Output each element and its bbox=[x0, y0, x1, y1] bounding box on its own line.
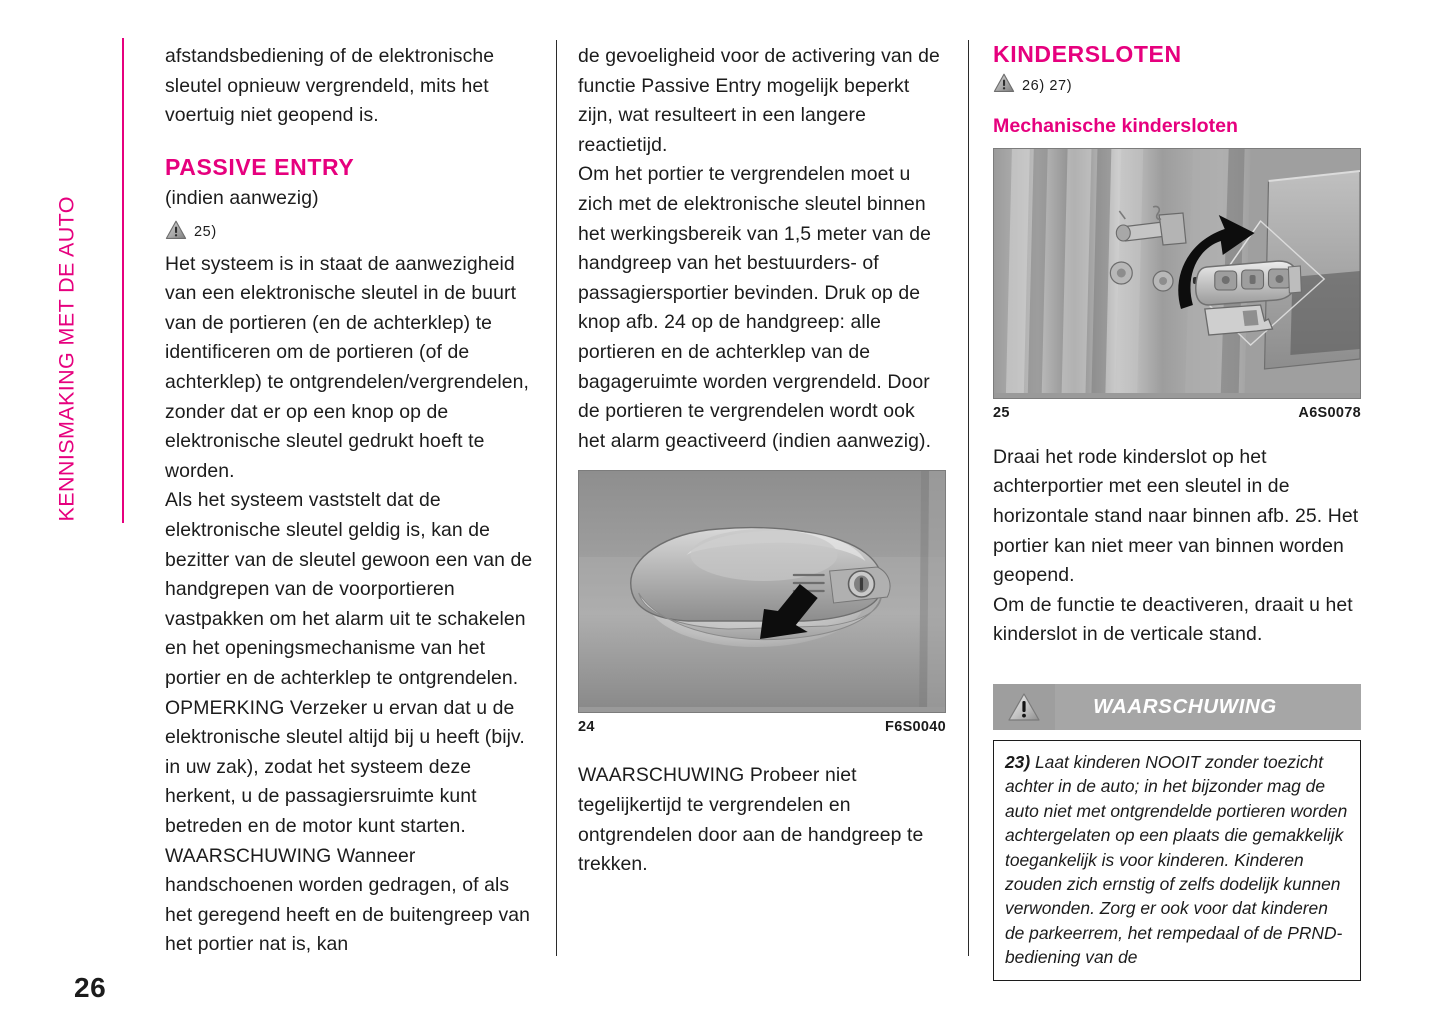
left-paragraph-1: Het systeem is in staat de aanwezigheid van een elektronische sleutel in de buurt van de portieren (en de achterklep) te identificeren om de portieren (of de achterklep) te ontgrendelen/vergrendelen, zonder dat er op een knop op de elektronische sleutel gedrukt hoeft te worden. bbox=[165, 252, 530, 482]
figure-24-code: F6S0040 bbox=[885, 719, 946, 736]
column-divider-1 bbox=[556, 40, 557, 956]
right-paragraph-1: Draai het rode kinderslot op het achterportier met een sleutel in de horizontale stand naar binnen afb. 25. Het portier kan niet meer van binnen worden geopend. bbox=[993, 445, 1359, 587]
chapter-tab-rule bbox=[122, 38, 124, 523]
kindersloten-heading: KINDERSLOTEN bbox=[993, 41, 1182, 67]
warning-box-icon-cell bbox=[993, 684, 1055, 730]
car-door-handle-photo bbox=[579, 471, 945, 707]
right-column bbox=[993, 42, 1361, 981]
left-paragraph-3: OPMERKING Verzeker u ervan dat u de elektronische sleutel altijd bij u heeft (bijv. in uw zak), zodat het systeem deze herkent, u de passagiersruimte kunt betreden en de motor kunt starten. bbox=[165, 696, 525, 837]
warning-reference-numbers: 26) 27) bbox=[1022, 77, 1073, 94]
warning-box-item-text: Laat kinderen NOOIT zonder toezicht achter in de auto; in het bijzonder mag de auto niet met ontgrendelde portieren worden achtergelaten op een plaats die gemakkelijk toegankelijk is voor kinderen. Kinderen zouden zich ernstig of zelfs dodelijk kunnen verwonden. Zorg er ook voor dat kinderen de parkeerrem, het rempedaal of de PRND-bediening van de bbox=[1005, 751, 1348, 968]
figure-24-caption bbox=[578, 719, 946, 735]
warning-box-item bbox=[1005, 750, 1349, 970]
warning-triangle-icon bbox=[993, 73, 1015, 93]
warning-box-title: WAARSCHUWING bbox=[1093, 694, 1277, 718]
warning-box-header bbox=[993, 684, 1361, 730]
warning-box-body bbox=[993, 740, 1361, 981]
middle-paragraph-2: Om het portier te vergrendelen moet u zich met de elektronische sleutel binnen het werkingsbereik van 1,5 meter van de handgreep van het bestuurders- of passagiersportier bevinden. Druk op de knop afb. 24 op de handgreep: alle portieren en de achterklep van de bagageruimte worden vergrendeld. Door de portieren te vergrendelen wordt ook het alarm geactiveerd (indien aanwezig). bbox=[578, 163, 932, 452]
figure-25-number: 25 bbox=[993, 404, 1010, 421]
warning-triangle-icon bbox=[1007, 692, 1041, 722]
left-paragraph-2: Als het systeem vaststelt dat de elektronische sleutel geldig is, kan de bezitter van de sleutel gewoon een van de handgrepen van de voorportieren vastpakken om het alarm uit te schakelen en het openingsmechanisme van het portier en de achterklep te ontgrendelen. bbox=[165, 489, 533, 689]
figure-25-caption bbox=[993, 405, 1361, 421]
figure-24-number: 24 bbox=[578, 719, 595, 736]
passive-entry-subtitle: (indien aanwezig) bbox=[165, 187, 319, 210]
figure-24 bbox=[578, 470, 946, 735]
right-paragraph-2: Om de functie te deactiveren, draait u het kinderslot in de verticale stand. bbox=[993, 593, 1353, 646]
page-number: 26 bbox=[74, 972, 107, 1003]
left-paragraph-4: WAARSCHUWING Wanneer handschoenen worden gedragen, of als het geregend heeft en de buitengreep van het portier nat is, kan bbox=[165, 844, 531, 956]
warning-box bbox=[993, 684, 1361, 981]
figure-25-frame bbox=[993, 148, 1361, 399]
column-divider-2 bbox=[968, 40, 969, 956]
warning-triangle-icon bbox=[165, 220, 187, 240]
left-paragraph-continued: afstandsbediening of de elektronische sleutel opnieuw vergrendeld, mits het voertuig niet geopend is. bbox=[165, 45, 495, 127]
figure-24-frame bbox=[578, 470, 946, 713]
figure-25 bbox=[993, 148, 1361, 421]
warning-reference-numbers: 25) bbox=[194, 224, 217, 241]
warning-box-item-number: 23) bbox=[1005, 751, 1031, 772]
middle-paragraph-3: WAARSCHUWING Probeer niet tegelijkertijd te vergrendelen en ontgrendelen door aan de handgreep te trekken. bbox=[578, 764, 924, 876]
passive-entry-heading: PASSIVE ENTRY bbox=[165, 153, 355, 180]
middle-column bbox=[578, 42, 946, 880]
middle-paragraph-1: de gevoeligheid voor de activering van de functie Passive Entry mogelijk beperkt zijn, wat resulteert in een langere reactietijd. bbox=[578, 45, 940, 156]
warning-reference-26-27 bbox=[993, 71, 1361, 95]
mechanische-kindersloten-subheading: Mechanische kindersloten bbox=[993, 115, 1238, 138]
warning-reference-25 bbox=[165, 218, 541, 242]
left-column bbox=[165, 42, 541, 960]
chapter-tab bbox=[54, 38, 124, 523]
chapter-tab-label: KENNISMAKING MET DE AUTO bbox=[54, 195, 79, 521]
figure-25-code: A6S0078 bbox=[1298, 404, 1361, 421]
child-lock-door-jamb-photo bbox=[994, 149, 1360, 393]
